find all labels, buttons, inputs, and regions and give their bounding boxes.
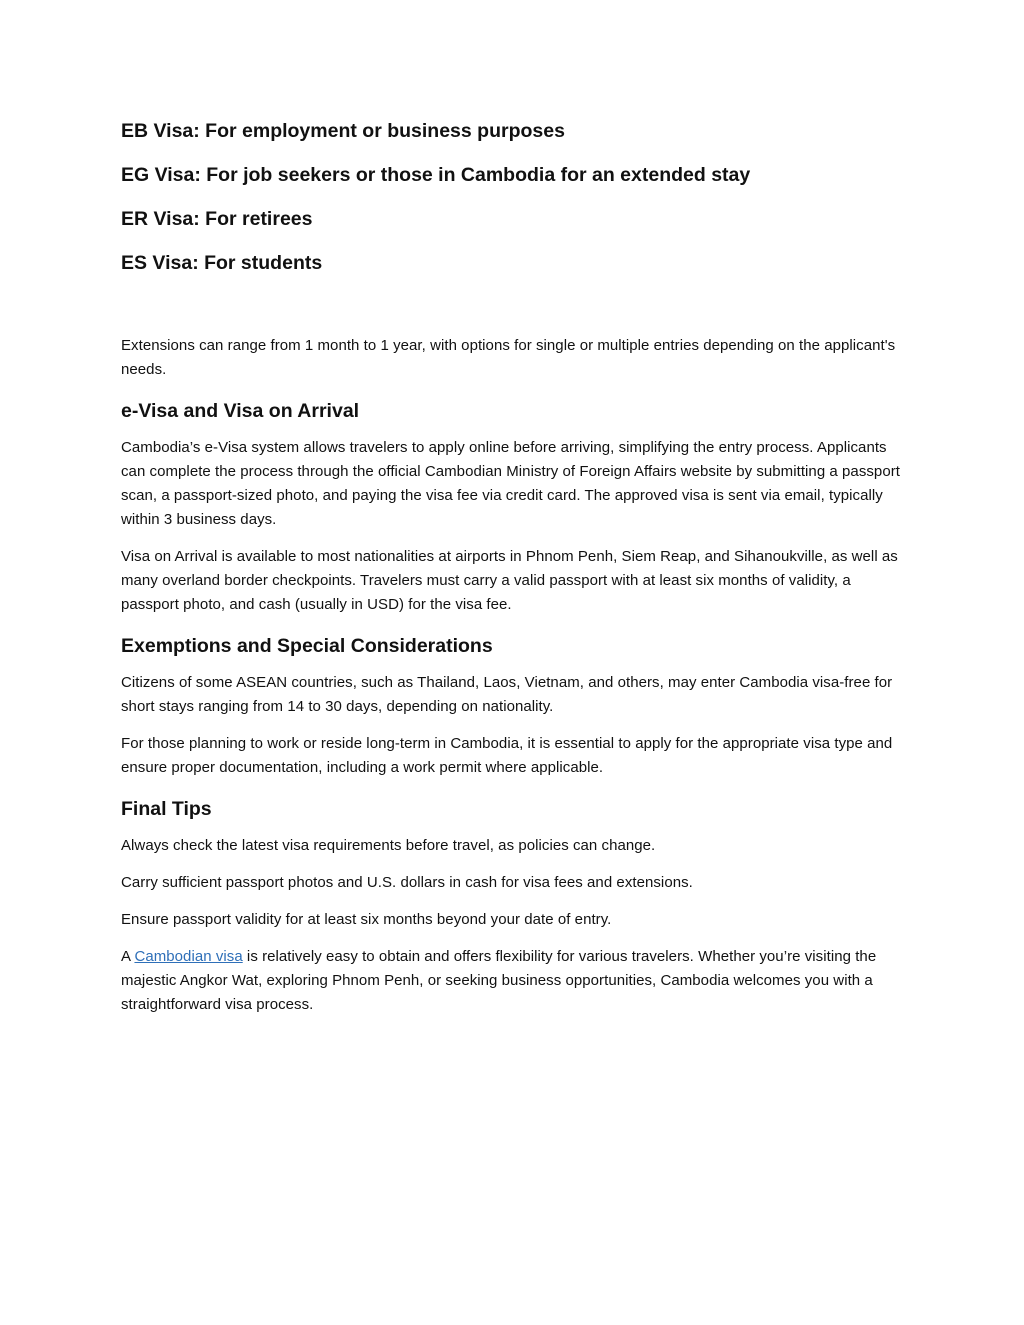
evisa-paragraph: Cambodia’s e-Visa system allows travelers to apply online before arriving, simplifying the entry process. Applicants can complete the process through the official Cambodian Ministry of Foreign Affairs website by submitting a passport scan, a passport-sized photo, and paying the visa fee via credit card. The approved visa is sent via email, typically within 3 business days.: [121, 439, 900, 528]
cambodian-visa-link[interactable]: Cambodian visa: [134, 948, 243, 965]
asean-exemption-paragraph: Citizens of some ASEAN countries, such as Thailand, Laos, Vietnam, and others, may enter Cambodia visa-free for short stays ranging from 14 to 30 days, depending on nationality.: [121, 674, 893, 715]
tip-check-requirements: Always check the latest visa requirements before travel, as policies can change.: [121, 837, 656, 854]
tip-carry-photos: Carry sufficient passport photos and U.S. dollars in cash for visa fees and extensions.: [121, 874, 693, 891]
final-tips-heading: Final Tips: [121, 798, 212, 820]
tip-passport-validity: Ensure passport validity for at least six months beyond your date of entry.: [121, 911, 612, 928]
evisa-heading: e-Visa and Visa on Arrival: [121, 400, 360, 422]
long-term-paragraph: For those planning to work or reside long-term in Cambodia, it is essential to apply for the appropriate visa type and ensure proper documentation, including a work permit where applicable.: [121, 735, 893, 776]
visa-type-eb: EB Visa: For employment or business purposes: [121, 120, 565, 142]
closing-prefix: A: [121, 948, 135, 965]
visa-type-er: ER Visa: For retirees: [121, 208, 313, 230]
visa-type-eg: EG Visa: For job seekers or those in Cambodia for an extended stay: [121, 164, 751, 186]
visa-on-arrival-paragraph: Visa on Arrival is available to most nationalities at airports in Phnom Penh, Siem Reap, and Sihanoukville, as well as many overland border checkpoints. Travelers must carry a valid passport with at least six months of validity, a passport photo, and cash (usually in USD) for the visa fee.: [121, 548, 898, 613]
document-page: [121, 118, 911, 1030]
visa-type-es: ES Visa: For students: [121, 252, 323, 274]
extensions-paragraph: Extensions can range from 1 month to 1 year, with options for single or multiple entries depending on the applicant's needs.: [121, 337, 896, 378]
exemptions-heading: Exemptions and Special Considerations: [121, 635, 493, 657]
closing-paragraph: [121, 945, 911, 1017]
closing-suffix: is relatively easy to obtain and offers flexibility for various travelers. Whether you’re visiting the majestic Angkor Wat, exploring Phnom Penh, or seeking business opportunities, Cambodia welcomes you with a straightforward visa process.: [121, 948, 877, 1013]
section-spacer: [121, 294, 911, 334]
